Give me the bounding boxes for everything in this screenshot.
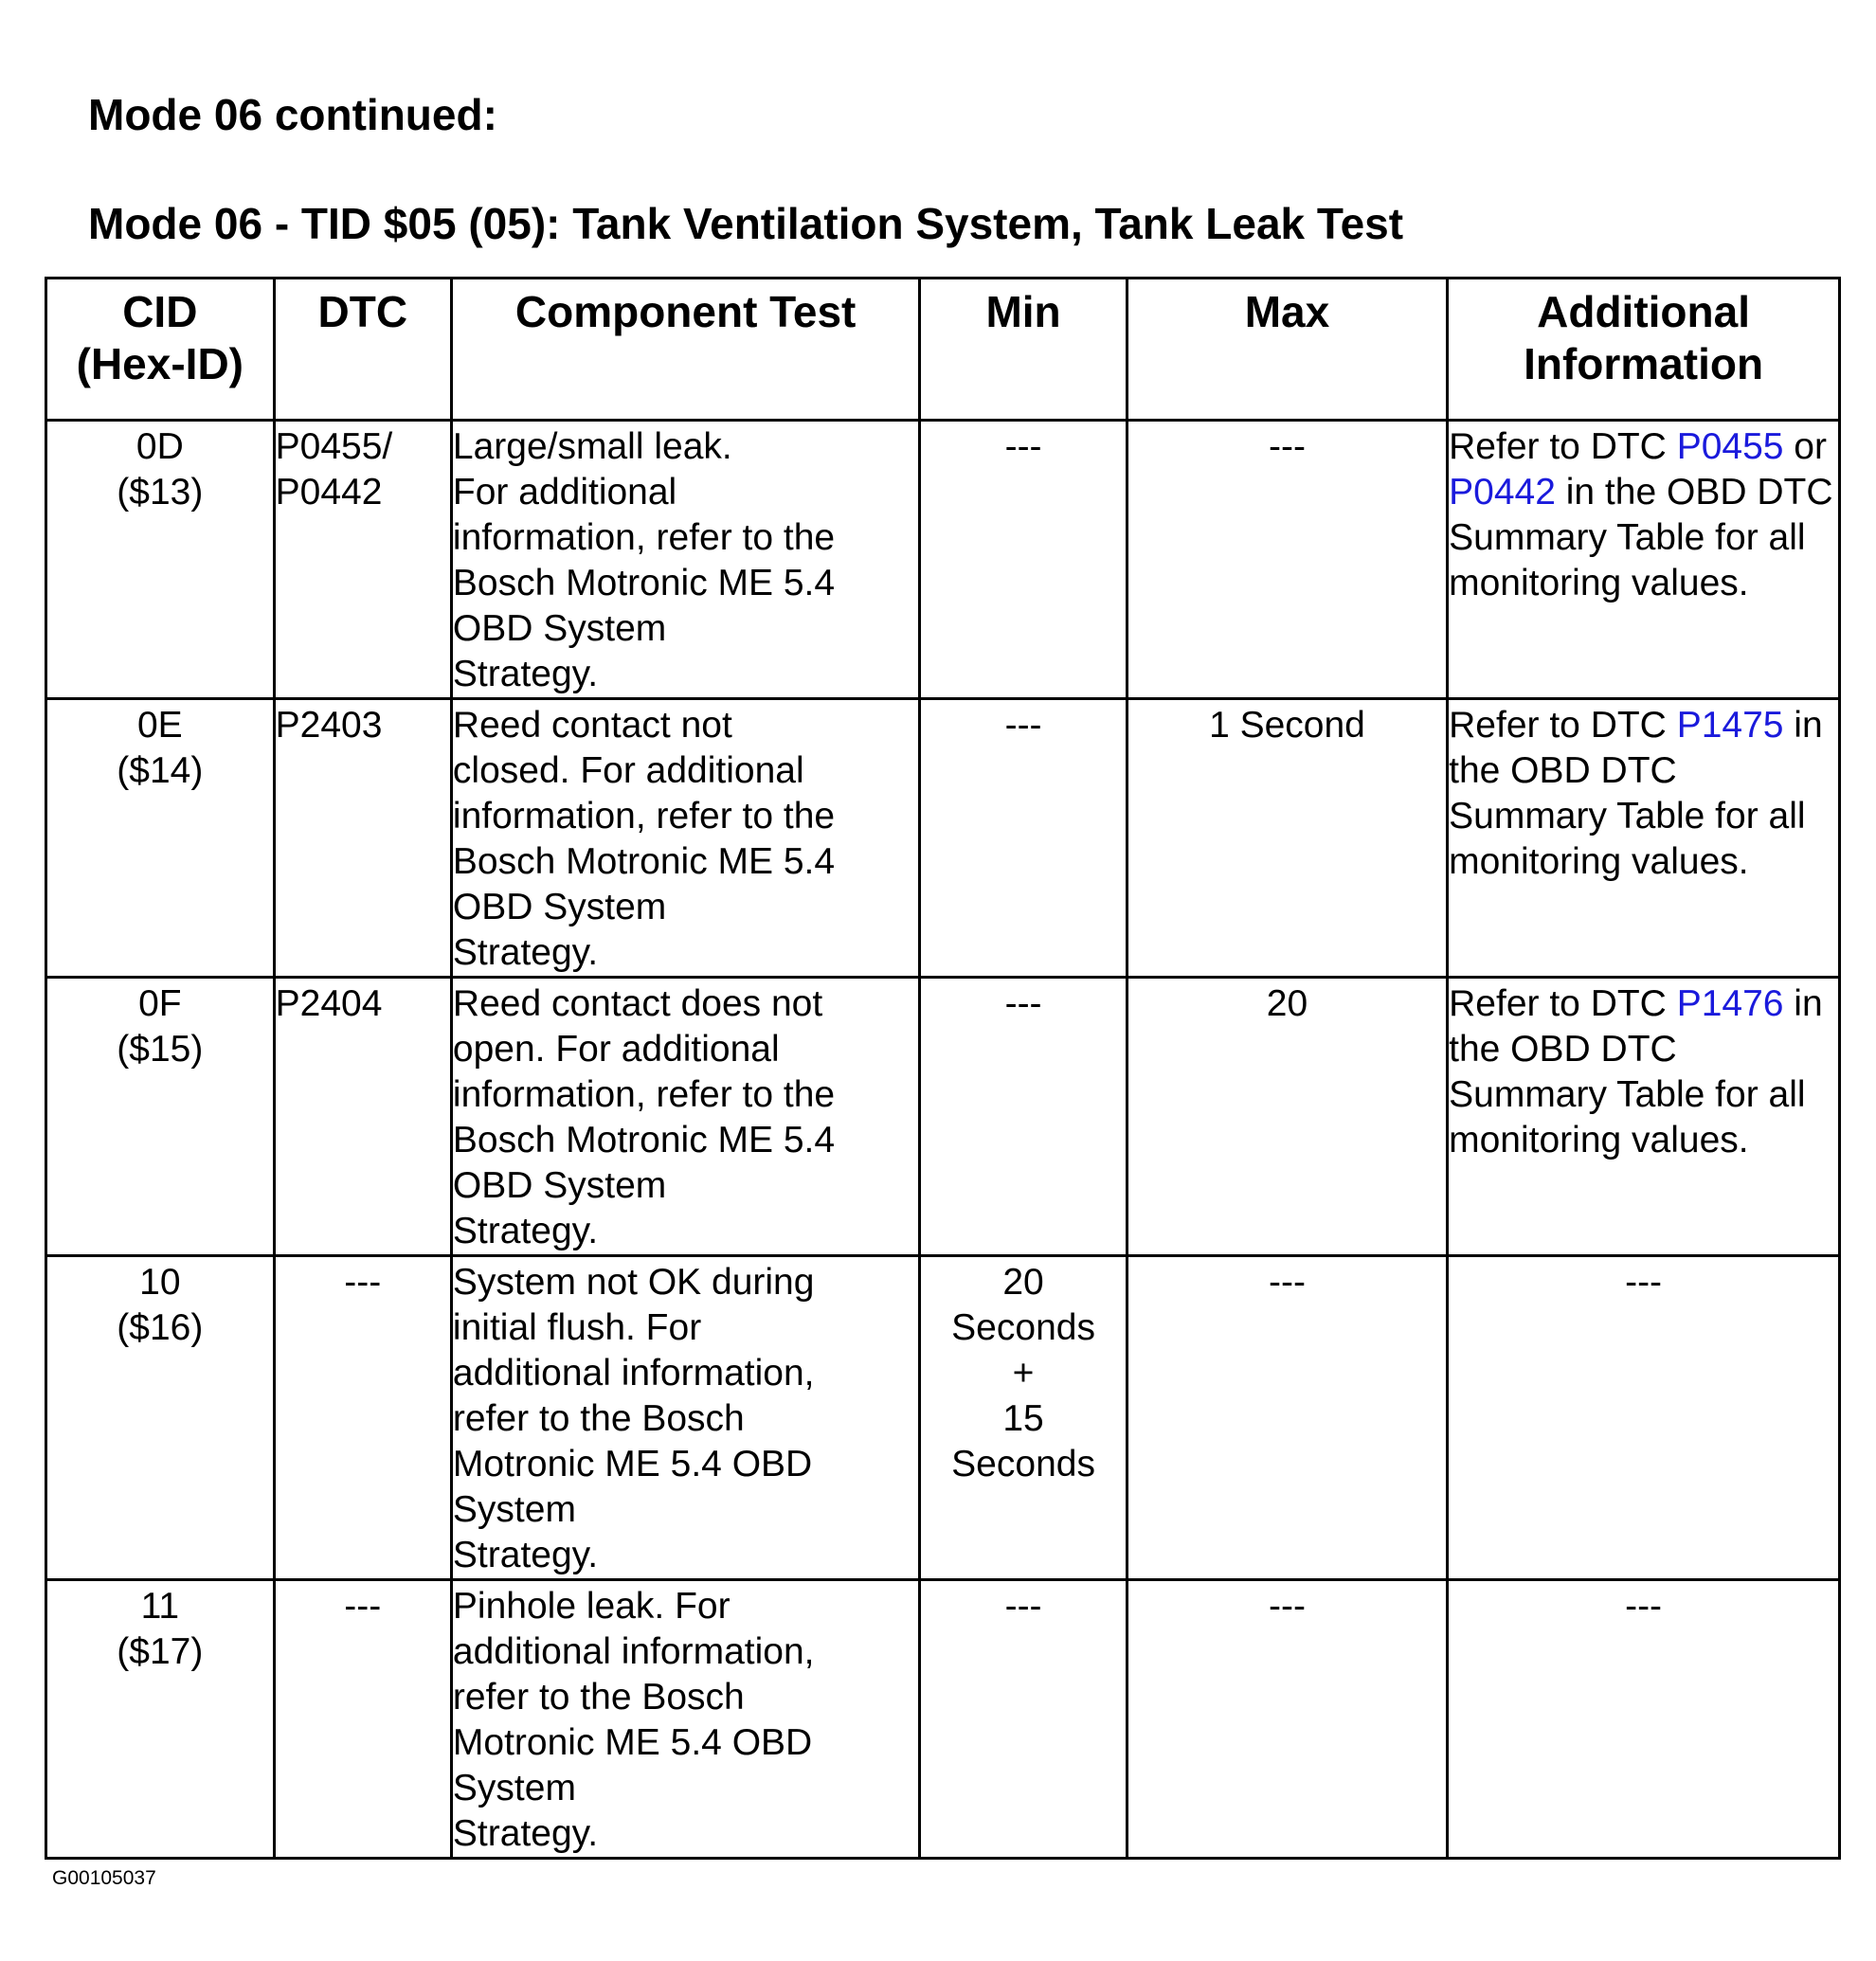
cell-component-test bbox=[451, 1256, 919, 1580]
component-line: additional information, bbox=[452, 1631, 815, 1672]
component-line: OBD System bbox=[452, 1165, 667, 1206]
info-text: or bbox=[1783, 426, 1827, 467]
cell-dtc bbox=[274, 1256, 451, 1580]
component-line: Strategy. bbox=[452, 932, 599, 973]
component-line: closed. For additional bbox=[452, 750, 804, 791]
component-line: Strategy. bbox=[452, 654, 599, 694]
table-title: Mode 06 - TID $05 (05): Tank Ventilation System, Tank Leak Test bbox=[88, 199, 1404, 248]
dtc-link-p0442[interactable]: P0442 bbox=[1449, 472, 1556, 513]
header-dtc: DTC bbox=[274, 279, 451, 421]
header-info-line1: Additional bbox=[1537, 287, 1750, 336]
cell-additional-information bbox=[1448, 421, 1840, 699]
component-line: Large/small leak. bbox=[452, 426, 732, 467]
component-line: System not OK during bbox=[452, 1262, 815, 1303]
component-line: OBD System bbox=[452, 608, 667, 649]
component-line: Strategy. bbox=[452, 1813, 599, 1854]
cell-dtc bbox=[274, 699, 451, 978]
cell-cid bbox=[46, 699, 275, 978]
dtc-line: P0442 bbox=[275, 472, 383, 513]
min-line: --- bbox=[1004, 426, 1042, 467]
component-line: For additional bbox=[452, 472, 677, 513]
dtc-line: --- bbox=[344, 1586, 382, 1627]
hex-value: ($13) bbox=[117, 472, 204, 513]
mode06-table bbox=[45, 277, 1841, 1860]
hex-value: ($14) bbox=[117, 750, 204, 791]
header-info-line2: Information bbox=[1524, 339, 1764, 388]
component-line: open. For additional bbox=[452, 1029, 780, 1070]
info-text: Refer to DTC bbox=[1449, 983, 1677, 1024]
dtc-link-p1476[interactable]: P1476 bbox=[1676, 983, 1784, 1024]
header-min: Min bbox=[920, 279, 1127, 421]
cid-value: 10 bbox=[139, 1262, 181, 1303]
table-row bbox=[46, 1580, 1840, 1859]
cid-value: 0F bbox=[138, 983, 182, 1024]
cid-value: 0E bbox=[136, 705, 183, 746]
cell-min bbox=[920, 978, 1127, 1256]
cell-min bbox=[920, 421, 1127, 699]
cell-min bbox=[920, 699, 1127, 978]
component-line: System bbox=[452, 1768, 576, 1808]
component-line: Motronic ME 5.4 OBD bbox=[452, 1722, 813, 1763]
dtc-line: --- bbox=[344, 1262, 382, 1303]
cell-dtc bbox=[274, 978, 451, 1256]
cell-additional-information bbox=[1448, 978, 1840, 1256]
table-row bbox=[46, 421, 1840, 699]
cell-max: 1 Second bbox=[1127, 699, 1447, 978]
header-cid bbox=[46, 279, 275, 421]
table-header-row bbox=[46, 279, 1840, 421]
info-text: Refer to DTC bbox=[1449, 705, 1677, 746]
info-text: in the OBD DTC Summary Table for all monitoring values. bbox=[1449, 472, 1833, 603]
component-line: Pinhole leak. For bbox=[452, 1586, 731, 1627]
header-max: Max bbox=[1127, 279, 1447, 421]
table-row bbox=[46, 699, 1840, 978]
dtc-link-p0455[interactable]: P0455 bbox=[1676, 426, 1784, 467]
info-text: in the OBD DTC Summary Table for all monitoring values. bbox=[1449, 705, 1823, 882]
table-row bbox=[46, 1256, 1840, 1580]
cell-dtc bbox=[274, 421, 451, 699]
cell-max: --- bbox=[1127, 1580, 1447, 1859]
cell-component-test bbox=[451, 421, 919, 699]
dtc-link-p1475[interactable]: P1475 bbox=[1676, 705, 1784, 746]
section-continued-heading: Mode 06 continued: bbox=[88, 90, 497, 139]
cell-additional-information: --- bbox=[1448, 1256, 1840, 1580]
component-line: Reed contact does not bbox=[452, 983, 823, 1024]
cell-min bbox=[920, 1256, 1127, 1580]
component-line: OBD System bbox=[452, 887, 667, 927]
cell-additional-information: --- bbox=[1448, 1580, 1840, 1859]
component-line: information, refer to the bbox=[452, 1074, 836, 1115]
component-line: Bosch Motronic ME 5.4 bbox=[452, 563, 836, 603]
component-line: Strategy. bbox=[452, 1211, 599, 1251]
cid-value: 11 bbox=[140, 1586, 180, 1627]
dtc-line: P0455/ bbox=[275, 426, 393, 467]
min-line: Seconds bbox=[951, 1307, 1095, 1348]
component-line: System bbox=[452, 1489, 576, 1530]
hex-value: ($16) bbox=[117, 1307, 204, 1348]
table-row bbox=[46, 978, 1840, 1256]
cell-cid bbox=[46, 1256, 275, 1580]
component-line: Bosch Motronic ME 5.4 bbox=[452, 841, 836, 882]
min-line: 20 bbox=[1002, 1262, 1044, 1303]
cell-max: --- bbox=[1127, 421, 1447, 699]
cell-component-test bbox=[451, 1580, 919, 1859]
cell-cid bbox=[46, 1580, 275, 1859]
cell-max: 20 bbox=[1127, 978, 1447, 1256]
dtc-line: P2403 bbox=[275, 705, 383, 746]
cell-min bbox=[920, 1580, 1127, 1859]
component-line: Reed contact not bbox=[452, 705, 732, 746]
component-line: Bosch Motronic ME 5.4 bbox=[452, 1120, 836, 1160]
cell-additional-information bbox=[1448, 699, 1840, 978]
info-text: in the OBD DTC Summary Table for all monitoring values. bbox=[1449, 983, 1823, 1160]
figure-id: G00105037 bbox=[52, 1867, 156, 1889]
min-line: + bbox=[1012, 1353, 1035, 1394]
hex-value: ($17) bbox=[117, 1631, 204, 1672]
dtc-line: P2404 bbox=[275, 983, 383, 1024]
component-line: additional information, bbox=[452, 1353, 815, 1394]
component-line: refer to the Bosch bbox=[452, 1677, 745, 1718]
min-line: --- bbox=[1004, 1586, 1042, 1627]
header-additional-information bbox=[1448, 279, 1840, 421]
min-line: Seconds bbox=[951, 1444, 1095, 1484]
component-line: refer to the Bosch bbox=[452, 1398, 745, 1439]
hex-value: ($15) bbox=[117, 1029, 204, 1070]
cell-cid bbox=[46, 978, 275, 1256]
component-line: Motronic ME 5.4 OBD bbox=[452, 1444, 813, 1484]
min-line: 15 bbox=[1002, 1398, 1044, 1439]
component-line: information, refer to the bbox=[452, 796, 836, 837]
cell-cid bbox=[46, 421, 275, 699]
header-cid-line2: (Hex-ID) bbox=[76, 339, 244, 388]
cell-max: --- bbox=[1127, 1256, 1447, 1580]
cid-value: 0D bbox=[135, 426, 184, 467]
header-component-test: Component Test bbox=[451, 279, 919, 421]
cell-component-test bbox=[451, 699, 919, 978]
min-line: --- bbox=[1004, 983, 1042, 1024]
component-line: initial flush. For bbox=[452, 1307, 702, 1348]
component-line: information, refer to the bbox=[452, 517, 836, 558]
cell-component-test bbox=[451, 978, 919, 1256]
component-line: Strategy. bbox=[452, 1535, 599, 1575]
header-cid-line1: CID bbox=[122, 287, 198, 336]
info-text: Refer to DTC bbox=[1449, 426, 1677, 467]
min-line: --- bbox=[1004, 705, 1042, 746]
cell-dtc bbox=[274, 1580, 451, 1859]
